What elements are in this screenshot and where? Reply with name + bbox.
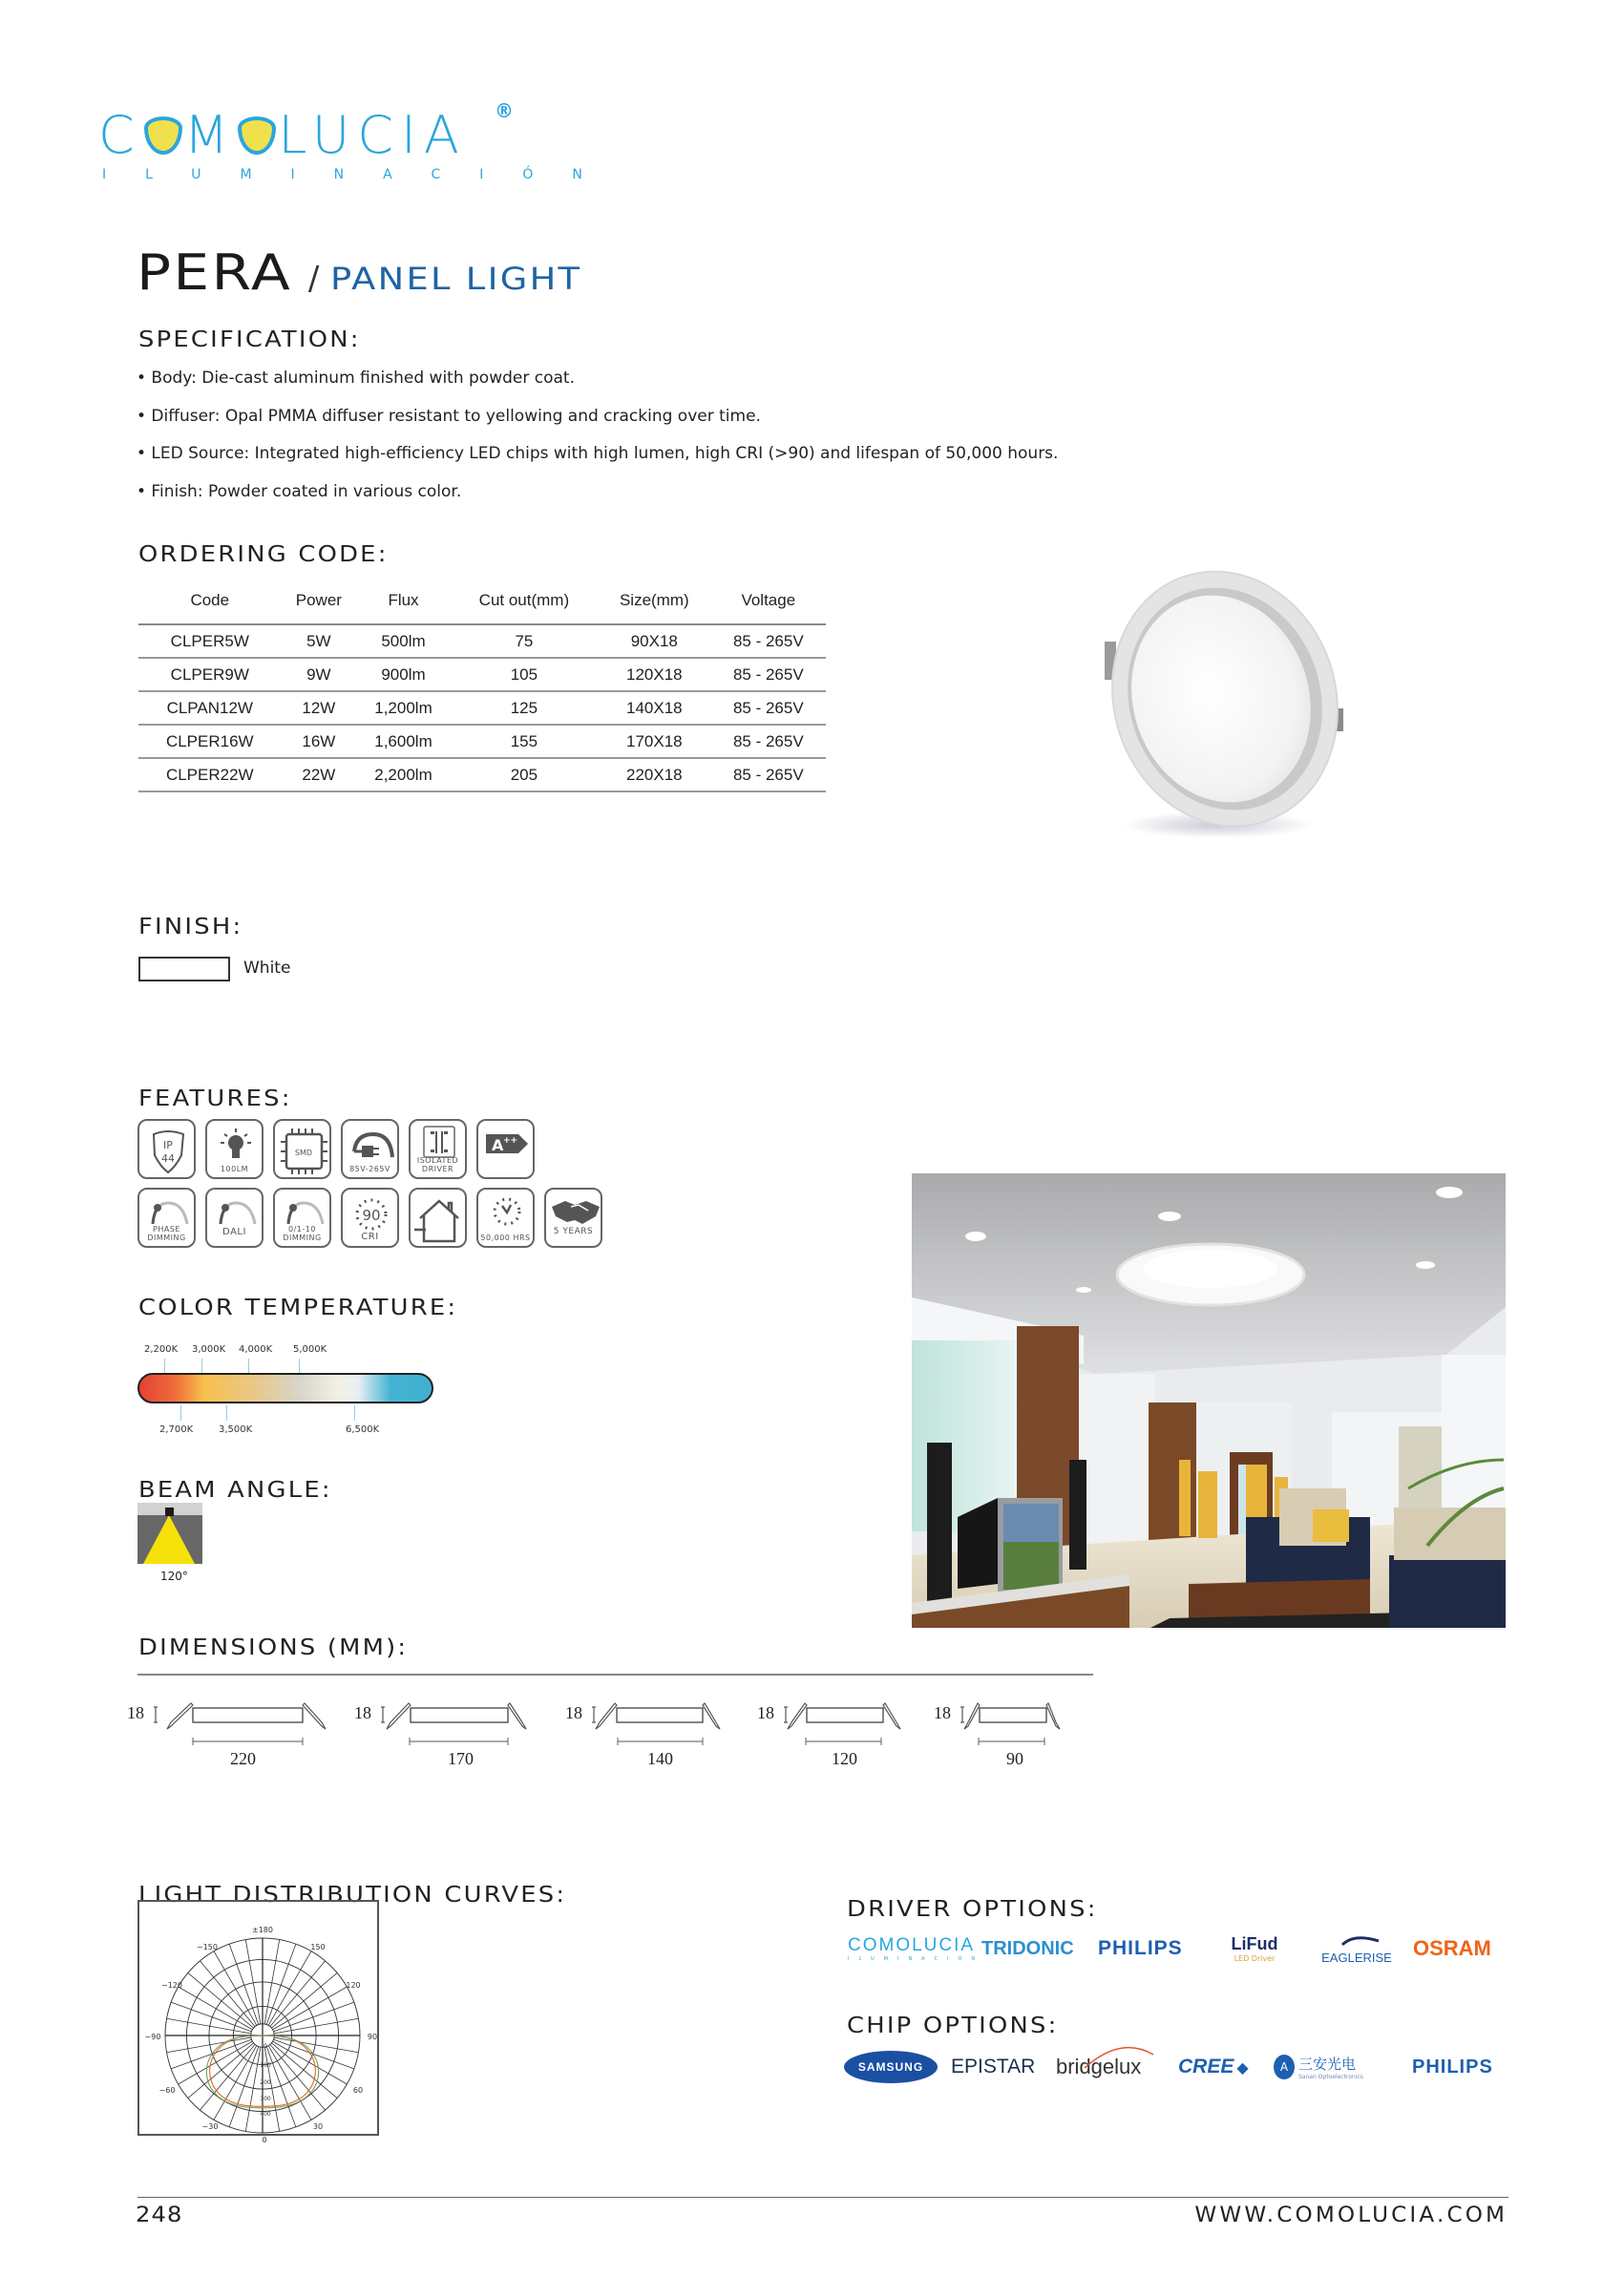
polar-spoke <box>171 2039 251 2069</box>
polar-spoke <box>268 1951 311 2026</box>
dimensions-heading: DIMENSIONS (MM): <box>138 1635 409 1660</box>
color-temperature-heading: COLOR TEMPERATURE: <box>138 1296 458 1320</box>
dimension-width: 220 <box>230 1749 256 1768</box>
feature-label: 50,000 HRS <box>480 1233 531 1242</box>
feature-dali <box>205 1188 264 1248</box>
driver-logo-eaglerise <box>1297 1932 1402 1965</box>
cell-size: 90X18 <box>598 624 711 658</box>
ct-tick <box>226 1405 227 1421</box>
cell-voltage: 85 - 265V <box>711 725 826 758</box>
ct-tick <box>180 1405 181 1421</box>
svg-text:SMD: SMD <box>294 1149 313 1157</box>
feature-warranty <box>544 1188 602 1248</box>
polar-angle-label: ±180 <box>252 1926 273 1934</box>
polar-spoke <box>188 1972 254 2028</box>
polar-angle-label: 120 <box>346 1981 361 1990</box>
cell-flux: 1,200lm <box>356 691 451 725</box>
table-row <box>138 725 826 758</box>
polar-angle-label: 0 <box>262 2136 267 2144</box>
brand-name: bridgelux <box>1056 2055 1142 2078</box>
ct-tick <box>299 1359 300 1373</box>
ct-tick <box>354 1405 355 1421</box>
page-title <box>137 244 582 302</box>
chip-logo-epistar: EPISTAR <box>951 2056 1036 2078</box>
cell-code: CLPAN12W <box>138 691 282 725</box>
width-dimension-line <box>192 1738 305 1745</box>
feature-ip44 <box>137 1119 196 1179</box>
cell-voltage: 85 - 265V <box>711 691 826 725</box>
logo-wordmark <box>98 105 622 165</box>
panel-profile-icon <box>957 1698 1052 1730</box>
phase-dimming-icon <box>139 1195 198 1230</box>
polar-spoke <box>268 2046 311 2120</box>
product-name: PERA <box>137 244 293 302</box>
feature-label: CRI <box>361 1231 379 1242</box>
polar-spoke <box>179 1987 253 2030</box>
ct-label-2700: 2,700K <box>159 1424 194 1435</box>
light-distribution-diagram <box>137 1900 379 2144</box>
chip-logo-bridgelux <box>1056 2055 1178 2079</box>
driver-logo-philips: PHILIPS <box>1098 1937 1183 1959</box>
cell-voltage: 85 - 265V <box>711 758 826 791</box>
specification-heading: SPECIFICATION: <box>138 327 361 352</box>
ordering-table <box>138 577 826 792</box>
col-power: Power <box>282 577 357 624</box>
footer-divider <box>137 2197 1508 2198</box>
polar-spoke <box>271 2043 337 2099</box>
feature-isolated-driver <box>409 1119 467 1179</box>
polar-spoke <box>214 2046 257 2120</box>
cri-icon <box>343 1195 401 1234</box>
cell-power: 16W <box>282 725 357 758</box>
logo-letter-c: C <box>98 105 142 165</box>
beam-angle-diagram <box>137 1503 202 1564</box>
polar-spoke <box>270 1961 326 2027</box>
brand-name: CREE <box>1178 2056 1234 2078</box>
ct-tick <box>201 1359 202 1373</box>
polar-spoke <box>171 2002 251 2032</box>
interior-application-photo <box>912 1173 1506 1628</box>
brand-sub: LED Driver <box>1234 1954 1276 1963</box>
cree-diamond-icon: ◆ <box>1236 2057 1249 2077</box>
panel-profile-icon <box>150 1698 317 1730</box>
cell-size: 120X18 <box>598 658 711 691</box>
col-size: Size(mm) <box>598 577 711 624</box>
dimension-height: 18 <box>127 1703 144 1722</box>
bulb-icon <box>207 1127 265 1165</box>
handshake-icon <box>546 1195 604 1230</box>
smd-chip-icon <box>275 1127 333 1176</box>
polar-spoke <box>266 1944 296 2024</box>
polar-spoke <box>273 1987 348 2030</box>
energy-class-icon <box>478 1127 537 1165</box>
cell-voltage: 85 - 265V <box>711 624 826 658</box>
logo-yellow-o-icon <box>144 116 182 155</box>
cell-cutout: 125 <box>451 691 598 725</box>
website-link[interactable]: WWW.COMOLUCIA.COM <box>1194 2204 1508 2227</box>
feature-label: 100LM <box>220 1164 249 1173</box>
chip-options-heading: CHIP OPTIONS: <box>847 2014 1059 2038</box>
polar-spoke <box>200 1961 255 2027</box>
brand-name: 三安光电 <box>1298 2056 1357 2073</box>
cell-cutout: 75 <box>451 624 598 658</box>
feature-indoor <box>409 1188 467 1248</box>
ct-label-4000: 4,000K <box>239 1344 273 1355</box>
beam-angle-heading: BEAM ANGLE: <box>138 1478 332 1503</box>
table-row <box>138 691 826 725</box>
cell-code: CLPER9W <box>138 658 282 691</box>
feature-smd <box>273 1119 331 1179</box>
ct-label-2200: 2,200K <box>144 1344 179 1355</box>
clock-icon <box>478 1195 537 1230</box>
polar-radial-label: 200 <box>260 2078 271 2086</box>
driver-logos <box>848 1932 1491 1965</box>
brand-sub: ILUMINACIÓN <box>848 1956 985 1962</box>
registered-mark: ® <box>495 99 514 122</box>
feature-label: 85V-265V <box>349 1164 390 1173</box>
features-row-2 <box>137 1188 634 1248</box>
polar-spoke <box>179 2041 253 2084</box>
logo-letters-lucia: LUCIA <box>278 105 467 165</box>
ct-tick <box>248 1359 249 1373</box>
cell-voltage: 85 - 265V <box>711 658 826 691</box>
polar-spoke <box>273 2041 348 2084</box>
cell-size: 140X18 <box>598 691 711 725</box>
brand-sub: Sanan Optoelectronics <box>1298 2074 1363 2080</box>
col-cutout: Cut out(mm) <box>451 577 598 624</box>
feature-0-10-dimming <box>273 1188 331 1248</box>
light-source-icon <box>165 1508 174 1516</box>
chip-logo-samsung <box>844 2051 938 2083</box>
dimension-width: 140 <box>647 1749 673 1768</box>
feature-lifespan <box>476 1188 535 1248</box>
brand-name: SAMSUNG <box>857 2060 924 2074</box>
features-row-1 <box>137 1119 634 1179</box>
polar-radial-label: 100 <box>260 2061 271 2069</box>
polar-radial-label: 0 <box>264 2043 267 2051</box>
polar-radial-label: 300 <box>260 2095 271 2102</box>
driver-logo-tridonic: TRIDONIC <box>981 1937 1074 1959</box>
cell-cutout: 205 <box>451 758 598 791</box>
feature-label: 5 YEARS <box>553 1226 594 1236</box>
eagle-wave-icon <box>1333 1933 1381 1947</box>
polar-spoke <box>214 1951 257 2026</box>
spec-item: • Body: Die-cast aluminum finished with powder coat. <box>137 369 575 388</box>
polar-angle-label: −150 <box>197 1943 218 1951</box>
polar-chart <box>139 1902 378 2144</box>
cell-power: 9W <box>282 658 357 691</box>
feature-phase-dimming <box>137 1188 196 1248</box>
spec-item: • Finish: Powder coated in various color. <box>137 481 462 501</box>
svg-text:A: A <box>492 1136 504 1154</box>
dimension-width: 120 <box>832 1749 857 1768</box>
dali-icon <box>207 1195 265 1230</box>
cell-flux: 500lm <box>356 624 451 658</box>
width-dimension-line <box>409 1738 510 1745</box>
polar-spoke <box>229 1944 259 2024</box>
isolated-driver-icon <box>411 1127 469 1161</box>
polar-spoke <box>271 1972 337 2028</box>
cell-power: 22W <box>282 758 357 791</box>
cell-code: CLPER5W <box>138 624 282 658</box>
dimension-width: 90 <box>1006 1749 1023 1768</box>
logo-letter-m: M <box>183 105 237 165</box>
ct-label-3500: 3,500K <box>219 1424 253 1435</box>
cell-power: 12W <box>282 691 357 725</box>
polar-angle-label: −120 <box>161 1981 182 1990</box>
feature-label: 0/1-10 DIMMING <box>283 1225 322 1242</box>
width-dimension-line <box>617 1738 705 1745</box>
dimension-height: 18 <box>354 1703 371 1722</box>
dimming-0-10-icon <box>275 1195 333 1230</box>
feature-voltage <box>341 1119 399 1179</box>
finish-swatch-white <box>138 957 230 981</box>
ct-label-5000: 5,000K <box>293 1344 327 1355</box>
polar-angle-label: −90 <box>144 2033 161 2041</box>
ip44-shield-icon <box>139 1127 198 1176</box>
polar-angle-label: −30 <box>201 2122 219 2131</box>
cell-power: 5W <box>282 624 357 658</box>
cell-cutout: 155 <box>451 725 598 758</box>
cell-flux: 1,600lm <box>356 725 451 758</box>
dimension-height: 18 <box>565 1703 582 1722</box>
col-flux: Flux <box>356 577 451 624</box>
features-heading: FEATURES: <box>138 1086 292 1111</box>
col-code: Code <box>138 577 282 624</box>
brand-name: COMOLUCIA <box>848 1935 976 1955</box>
cell-code: CLPER22W <box>138 758 282 791</box>
ct-tick <box>164 1359 165 1373</box>
driver-options-heading: DRIVER OPTIONS: <box>847 1897 1098 1922</box>
table-row <box>138 624 826 658</box>
indoor-house-icon <box>411 1195 469 1245</box>
features-grid <box>137 1119 634 1256</box>
feature-energy-class <box>476 1119 535 1179</box>
chip-logo-cree <box>1178 2056 1274 2078</box>
specification-list <box>137 369 1058 519</box>
finish-label: White <box>243 959 291 978</box>
title-separator: / <box>307 260 320 298</box>
finish-heading: FINISH: <box>138 915 243 939</box>
table-header-row <box>138 577 826 624</box>
dimensions-divider <box>137 1674 1093 1676</box>
panel-profile-icon <box>377 1698 520 1730</box>
cell-cutout: 105 <box>451 658 598 691</box>
beam-cone-icon <box>143 1515 195 1564</box>
polar-angle-label: 150 <box>310 1943 326 1951</box>
ct-label-6500: 6,500K <box>346 1424 380 1435</box>
product-photo <box>1074 546 1360 852</box>
chip-logo-philips: PHILIPS <box>1412 2056 1493 2078</box>
polar-spoke <box>229 2047 259 2127</box>
table-row <box>138 658 826 691</box>
bridgelux-arc-icon <box>1083 2041 1159 2070</box>
svg-text:++: ++ <box>503 1136 518 1146</box>
plug-icon <box>343 1127 401 1165</box>
polar-spoke <box>266 2047 296 2127</box>
brand-name: EAGLERISE <box>1321 1951 1392 1965</box>
light-distribution-heading: LIGHT DISTRIBUTION CURVES: <box>138 1883 567 1908</box>
polar-angle-label: 30 <box>312 2122 324 2131</box>
cell-size: 170X18 <box>598 725 711 758</box>
polar-spoke <box>274 2039 354 2069</box>
col-voltage: Voltage <box>711 577 826 624</box>
cell-flux: 2,200lm <box>356 758 451 791</box>
feature-label: PHASE DIMMING <box>147 1225 186 1242</box>
brand-logo <box>98 99 622 182</box>
chip-logo-sanan <box>1274 2054 1403 2080</box>
brand-name: LiFud <box>1231 1934 1278 1953</box>
dimension-width: 170 <box>448 1749 474 1768</box>
ct-label-3000: 3,000K <box>192 1344 226 1355</box>
cell-flux: 900lm <box>356 658 451 691</box>
polar-angle-label: −60 <box>158 2086 176 2095</box>
sanan-a-icon: A <box>1274 2055 1295 2079</box>
feature-label: ISOLATED DRIVER <box>416 1156 459 1173</box>
cell-code: CLPER16W <box>138 725 282 758</box>
ordering-heading: ORDERING CODE: <box>138 542 389 567</box>
color-temperature-scale <box>137 1327 558 1442</box>
svg-text:90: 90 <box>362 1207 381 1224</box>
polar-radial-label: 400 <box>260 2111 271 2119</box>
chip-logos <box>844 2051 1493 2083</box>
polar-angle-label: 90 <box>367 2033 378 2041</box>
panel-profile-icon <box>780 1698 895 1730</box>
cell-size: 220X18 <box>598 758 711 791</box>
dimension-height: 18 <box>757 1703 774 1722</box>
feature-lumen <box>205 1119 264 1179</box>
svg-text:44: 44 <box>161 1152 175 1165</box>
dimension-height: 18 <box>934 1703 951 1722</box>
width-dimension-line <box>805 1738 883 1745</box>
logo-tagline: ILUMINACIÓN <box>102 167 622 182</box>
polar-angle-label: 60 <box>352 2086 364 2095</box>
spec-item: • Diffuser: Opal PMMA diffuser resistant to yellowing and cracking over time. <box>137 406 761 426</box>
width-dimension-line <box>978 1738 1046 1745</box>
ct-gradient-bar <box>137 1373 433 1403</box>
spec-item: • LED Source: Integrated high-efficiency LED chips with high lumen, high CRI (>90) and lifespan of 50,000 hours. <box>137 444 1059 463</box>
polar-spoke <box>274 2002 354 2032</box>
product-category: PANEL LIGHT <box>330 261 582 297</box>
logo-yellow-o-icon <box>238 116 276 155</box>
driver-logo-osram: OSRAM <box>1413 1936 1491 1960</box>
driver-logo-lifud <box>1213 1934 1297 1963</box>
feature-label: DALI <box>222 1226 246 1237</box>
page-number: 248 <box>136 2204 183 2227</box>
driver-logo-comolucia <box>848 1935 985 1962</box>
svg-text:IP: IP <box>163 1139 173 1151</box>
beam-angle-value: 120° <box>160 1570 188 1583</box>
table-row <box>138 758 826 791</box>
feature-cri <box>341 1188 399 1248</box>
polar-spoke <box>188 2043 254 2099</box>
panel-profile-icon <box>588 1698 717 1730</box>
